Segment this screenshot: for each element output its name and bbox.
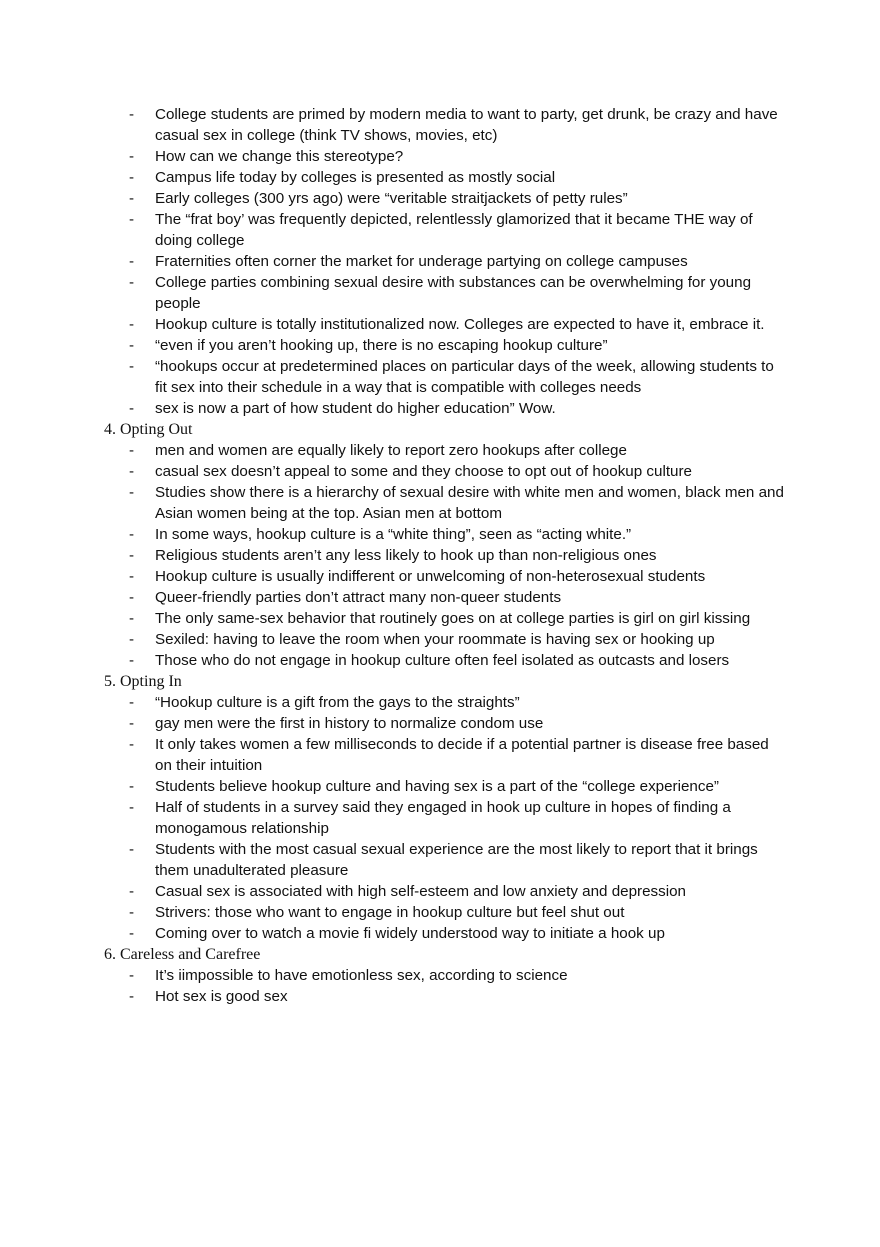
bullet-item: [104, 314, 784, 335]
bullet-item: [104, 902, 784, 923]
bullet-text: Fraternities often corner the market for underage partying on college campuses: [155, 253, 688, 270]
bullet-text: The “frat boy’ was frequently depicted, relentlessly glamorized that it became THE way of doing college: [155, 211, 753, 249]
section: [104, 944, 784, 1007]
section: [104, 671, 784, 944]
dash-marker: -: [129, 694, 135, 711]
bullet-item: [104, 209, 784, 251]
bullet-text: College parties combining sexual desire with substances can be overwhelming for young people: [155, 274, 752, 312]
dash-marker: -: [129, 211, 135, 228]
bullet-item: [104, 839, 784, 881]
bullet-text: Students with the most casual sexual experience are the most likely to report that it brings them unadulterated pleasure: [155, 841, 758, 879]
bullet-item: [104, 986, 784, 1007]
dash-marker: -: [129, 904, 135, 921]
dash-marker: -: [129, 652, 135, 669]
bullet-text: College students are primed by modern media to want to party, get drunk, be crazy and have casual sex in college (think TV shows, movies, etc): [155, 106, 778, 144]
dash-marker: -: [129, 568, 135, 585]
bullet-item: [104, 713, 784, 734]
dash-marker: -: [129, 610, 135, 627]
bullet-item: [104, 461, 784, 482]
dash-marker: -: [129, 190, 135, 207]
bullet-item: [104, 167, 784, 188]
bullet-text: Hot sex is good sex: [155, 988, 288, 1005]
bullet-text: Hookup culture is totally institutionalized now. Colleges are expected to have it, embrace it.: [155, 316, 765, 333]
bullet-item: [104, 566, 784, 587]
dash-marker: -: [129, 484, 135, 501]
bullet-text: casual sex doesn’t appeal to some and they choose to opt out of hookup culture: [155, 463, 692, 480]
bullet-text: Queer-friendly parties don’t attract many non-queer students: [155, 589, 562, 606]
bullet-item: [104, 545, 784, 566]
bullet-text: Those who do not engage in hookup culture often feel isolated as outcasts and losers: [155, 652, 730, 669]
dash-marker: -: [129, 253, 135, 270]
bullet-text: Sexiled: having to leave the room when your roommate is having sex or hooking up: [155, 631, 715, 648]
intro-bullet-list: [104, 104, 784, 419]
section: [104, 419, 784, 671]
bullet-text: How can we change this stereotype?: [155, 148, 404, 165]
notes-body: [104, 104, 784, 1007]
bullet-item: [104, 776, 784, 797]
bullet-item: [104, 797, 784, 839]
bullet-text: “Hookup culture is a gift from the gays to the straights”: [155, 694, 520, 711]
dash-marker: -: [129, 631, 135, 648]
bullet-text: Coming over to watch a movie fi widely understood way to initiate a hook up: [155, 925, 665, 942]
sections-container: [104, 419, 784, 1007]
dash-marker: -: [129, 778, 135, 795]
bullet-text: Half of students in a survey said they engaged in hook up culture in hopes of finding a monogamous relationship: [155, 799, 731, 837]
bullet-item: [104, 398, 784, 419]
dash-marker: -: [129, 967, 135, 984]
bullet-item: [104, 881, 784, 902]
dash-marker: -: [129, 883, 135, 900]
bullet-item: [104, 524, 784, 545]
bullet-text: It’s iimpossible to have emotionless sex, according to science: [155, 967, 568, 984]
dash-marker: -: [129, 715, 135, 732]
dash-marker: -: [129, 169, 135, 186]
bullet-item: [104, 650, 784, 671]
dash-marker: -: [129, 274, 135, 291]
bullet-item: [104, 692, 784, 713]
dash-marker: -: [129, 526, 135, 543]
dash-marker: -: [129, 736, 135, 753]
dash-marker: -: [129, 442, 135, 459]
bullet-item: [104, 608, 784, 629]
bullet-text: men and women are equally likely to report zero hookups after college: [155, 442, 627, 459]
bullet-item: [104, 734, 784, 776]
bullet-text: Hookup culture is usually indifferent or unwelcoming of non-heterosexual students: [155, 568, 706, 585]
bullet-text: Early colleges (300 yrs ago) were “veritable straitjackets of petty rules”: [155, 190, 628, 207]
bullet-item: [104, 440, 784, 461]
dash-marker: -: [129, 148, 135, 165]
bullet-item: [104, 272, 784, 314]
bullet-item: [104, 629, 784, 650]
bullet-text: sex is now a part of how student do higher education” Wow.: [155, 400, 556, 417]
bullet-item: [104, 251, 784, 272]
dash-marker: -: [129, 988, 135, 1005]
bullet-item: [104, 188, 784, 209]
bullet-text: “hookups occur at predetermined places on particular days of the week, allowing students to fit sex into their schedule in a way that is compatible with colleges needs: [155, 358, 774, 396]
dash-marker: -: [129, 547, 135, 564]
bullet-text: In some ways, hookup culture is a “white thing”, seen as “acting white.”: [155, 526, 632, 543]
bullet-item: [104, 923, 784, 944]
bullet-item: [104, 482, 784, 524]
dash-marker: -: [129, 925, 135, 942]
bullet-text: Campus life today by colleges is presented as mostly social: [155, 169, 556, 186]
bullet-text: It only takes women a few milliseconds to decide if a potential partner is disease free based on their intuition: [155, 736, 769, 774]
section-heading: 6. Careless and Carefree: [104, 946, 261, 963]
bullet-item: [104, 335, 784, 356]
section-bullet-list: [104, 965, 784, 1007]
bullet-text: Strivers: those who want to engage in hookup culture but feel shut out: [155, 904, 625, 921]
bullet-item: [104, 356, 784, 398]
bullet-text: Religious students aren’t any less likely to hook up than non-religious ones: [155, 547, 657, 564]
bullet-text: gay men were the first in history to normalize condom use: [155, 715, 544, 732]
dash-marker: -: [129, 358, 135, 375]
bullet-item: [104, 965, 784, 986]
bullet-text: Studies show there is a hierarchy of sexual desire with white men and women, black men and Asian women being at the top. Asian men at bottom: [155, 484, 784, 522]
section-heading: 4. Opting Out: [104, 421, 193, 438]
dash-marker: -: [129, 106, 135, 123]
dash-marker: -: [129, 337, 135, 354]
bullet-text: “even if you aren’t hooking up, there is no escaping hookup culture”: [155, 337, 608, 354]
bullet-text: Casual sex is associated with high self-esteem and low anxiety and depression: [155, 883, 687, 900]
section-bullet-list: [104, 440, 784, 671]
bullet-item: [104, 104, 784, 146]
section-bullet-list: [104, 692, 784, 944]
dash-marker: -: [129, 316, 135, 333]
dash-marker: -: [129, 400, 135, 417]
bullet-item: [104, 146, 784, 167]
bullet-item: [104, 587, 784, 608]
dash-marker: -: [129, 841, 135, 858]
dash-marker: -: [129, 799, 135, 816]
dash-marker: -: [129, 463, 135, 480]
section-heading: 5. Opting In: [104, 673, 182, 690]
dash-marker: -: [129, 589, 135, 606]
bullet-text: The only same-sex behavior that routinely goes on at college parties is girl on girl kissing: [155, 610, 751, 627]
bullet-text: Students believe hookup culture and having sex is a part of the “college experience”: [155, 778, 719, 795]
